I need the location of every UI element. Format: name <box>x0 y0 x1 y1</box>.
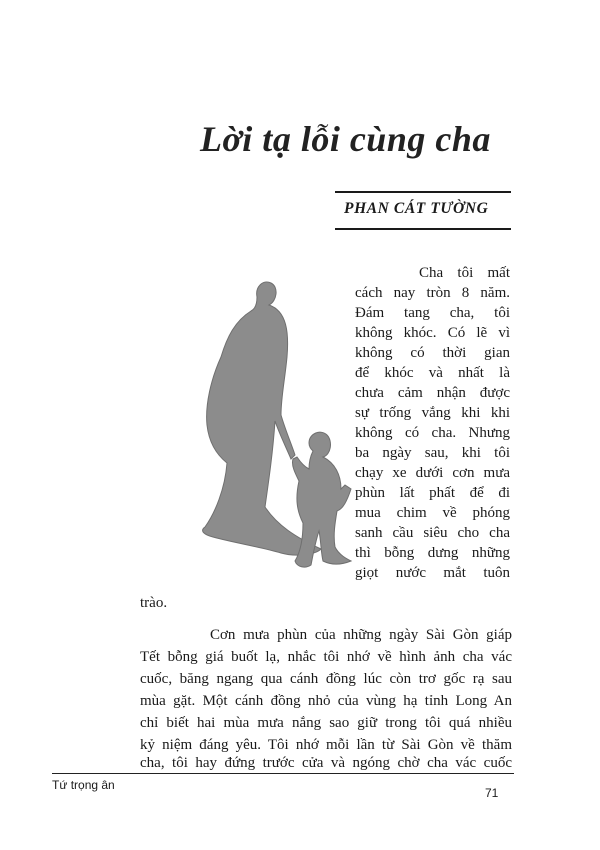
column-line: sanh cầu siêu cho cha <box>355 525 510 541</box>
author-name: PHAN CÁT TƯỜNG <box>344 200 489 217</box>
body-line: cha, tôi hay đứng trước cửa và ngóng chờ cha vác cuốc <box>140 755 512 771</box>
column-line: mua chim về phóng <box>355 505 510 521</box>
column-line: Cha tôi mất <box>419 265 510 281</box>
footer-rule <box>52 773 514 774</box>
body-line: Tết bỗng giá buốt lạ, nhắc tôi nhớ về hình ảnh cha vác <box>140 649 512 665</box>
column-line: Đám tang cha, tôi <box>355 305 510 321</box>
column-line: để khóc và nhất là <box>355 365 510 381</box>
footer-book-title: Tứ trọng ân <box>52 778 115 792</box>
body-line: trào. <box>140 595 168 611</box>
column-line: thì bỗng dưng những <box>355 545 510 561</box>
column-line: không khóc. Có lẽ vì <box>355 325 510 341</box>
body-line: mùa gặt. Một cánh đồng nhỏ của vùng hạ tỉnh Long An <box>140 693 512 709</box>
column-line: chưa cảm nhận được <box>355 385 510 401</box>
column-line: không có cha. Nhưng <box>355 425 510 441</box>
column-line: sự trống vắng khi khi <box>355 405 510 421</box>
column-line: ba ngày sau, khi tôi <box>355 445 510 461</box>
author-rule-top <box>335 191 511 193</box>
column-line: phùn lất phất để đi <box>355 485 510 501</box>
column-line: không có thời gian <box>355 345 510 361</box>
body-line: kỷ niệm đáng yêu. Tôi nhớ mỗi lần từ Sài Gòn về thăm <box>140 737 512 753</box>
father-child-silhouette-image <box>195 275 360 575</box>
article-title: Lời tạ lỗi cùng cha <box>200 119 491 159</box>
column-line: chạy xe dưới cơn mưa <box>355 465 510 481</box>
body-line: chỉ biết hai mùa mưa nắng sao giữ trong tôi quá nhiều <box>140 715 512 731</box>
column-line: cách nay tròn 8 năm. <box>355 285 510 301</box>
body-line: cuốc, băng ngang qua cánh đồng lúc còn trơ gốc rạ sau <box>140 671 512 687</box>
author-rule-bottom <box>335 228 511 230</box>
page-number: 71 <box>485 786 499 800</box>
column-line: giọt nước mắt tuôn <box>355 565 510 581</box>
body-line: Cơn mưa phùn của những ngày Sài Gòn giáp <box>210 627 512 643</box>
